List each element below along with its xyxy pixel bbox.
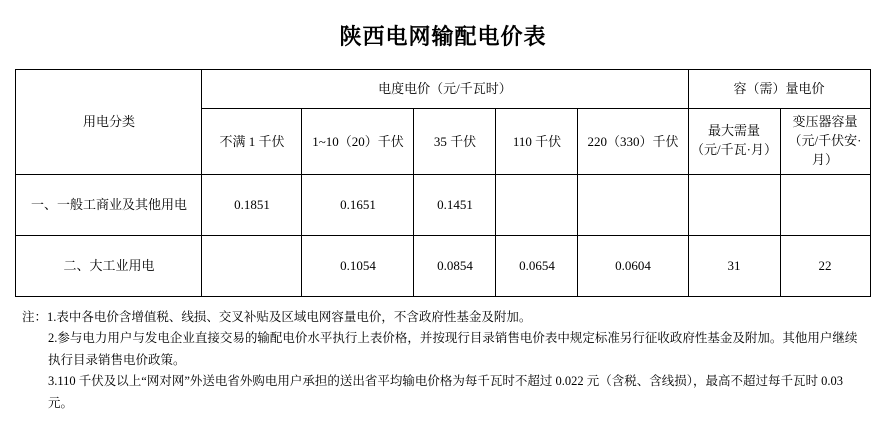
header-energy-price-group: 电度电价（元/千瓦时）	[202, 70, 688, 109]
header-col-max-demand-line1: 最大需量	[707, 123, 760, 139]
row-category-large-industrial: 二、大工业用电	[16, 235, 202, 296]
cell-industrial-35kv: 0.0854	[414, 235, 496, 296]
cell-industrial-220kv: 0.0604	[578, 235, 688, 296]
note-item-2: 2.参与电力用户与发电企业直接交易的输配电价水平执行上表价格，并按现行目录销售电价表中规定标准另行征收政府性基金及附加。其他用户继续执行目录销售电价政策。	[48, 331, 858, 367]
table-row	[16, 235, 870, 296]
cell-general-under-1kv: 0.1851	[202, 174, 302, 235]
header-col-1-10kv: 1~10（20）千伏	[302, 109, 414, 175]
cell-industrial-transformer-capacity: 22	[780, 235, 870, 296]
notes-label: 注：	[22, 309, 48, 324]
header-category: 用电分类	[16, 70, 202, 175]
note-item-1: 1.表中各电价含增值税、线损、交叉补贴及区域电网容量电价，不含政府性基金及附加。	[47, 309, 532, 324]
cell-industrial-110kv: 0.0654	[496, 235, 578, 296]
page-title: 陕西电网输配电价表	[339, 25, 547, 50]
table-header-row-1	[16, 70, 870, 109]
cell-general-transformer-capacity	[780, 174, 870, 235]
cell-industrial-1-10kv: 0.1054	[302, 235, 414, 296]
header-col-220kv: 220（330）千伏	[578, 109, 688, 175]
row-category-general-commercial: 一、一般工商业及其他用电	[16, 174, 202, 235]
header-col-under-1kv: 不满 1 千伏	[202, 109, 302, 175]
note-item-3: 3.110 千伏及以上“网对网”外送电省外购电用户承担的送出省平均输电价格为每千瓦时不超过 0.022 元（含税、含线损），最高不超过每千瓦时 0.03 元。	[48, 374, 844, 410]
cell-general-220kv	[578, 174, 688, 235]
header-col-transformer-capacity-line1: 变压器容量	[792, 114, 858, 129]
cell-industrial-under-1kv	[202, 235, 302, 296]
header-capacity-price-group: 容（需）量电价	[688, 70, 870, 109]
header-col-110kv: 110 千伏	[496, 109, 578, 175]
header-col-35kv: 35 千伏	[414, 109, 496, 175]
cell-general-1-10kv: 0.1651	[302, 174, 414, 235]
header-col-max-demand-line2: （元/千瓦·月）	[691, 142, 777, 158]
header-col-transformer-capacity	[780, 109, 870, 175]
electricity-rate-table	[15, 69, 870, 297]
cell-general-110kv	[496, 174, 578, 235]
header-col-max-demand	[688, 109, 780, 175]
header-col-transformer-capacity-line2: （元/千伏安·月）	[788, 132, 862, 167]
cell-industrial-max-demand: 31	[688, 235, 780, 296]
notes-section	[22, 307, 864, 415]
cell-general-35kv: 0.1451	[414, 174, 496, 235]
cell-general-max-demand	[688, 174, 780, 235]
table-row	[16, 174, 870, 235]
